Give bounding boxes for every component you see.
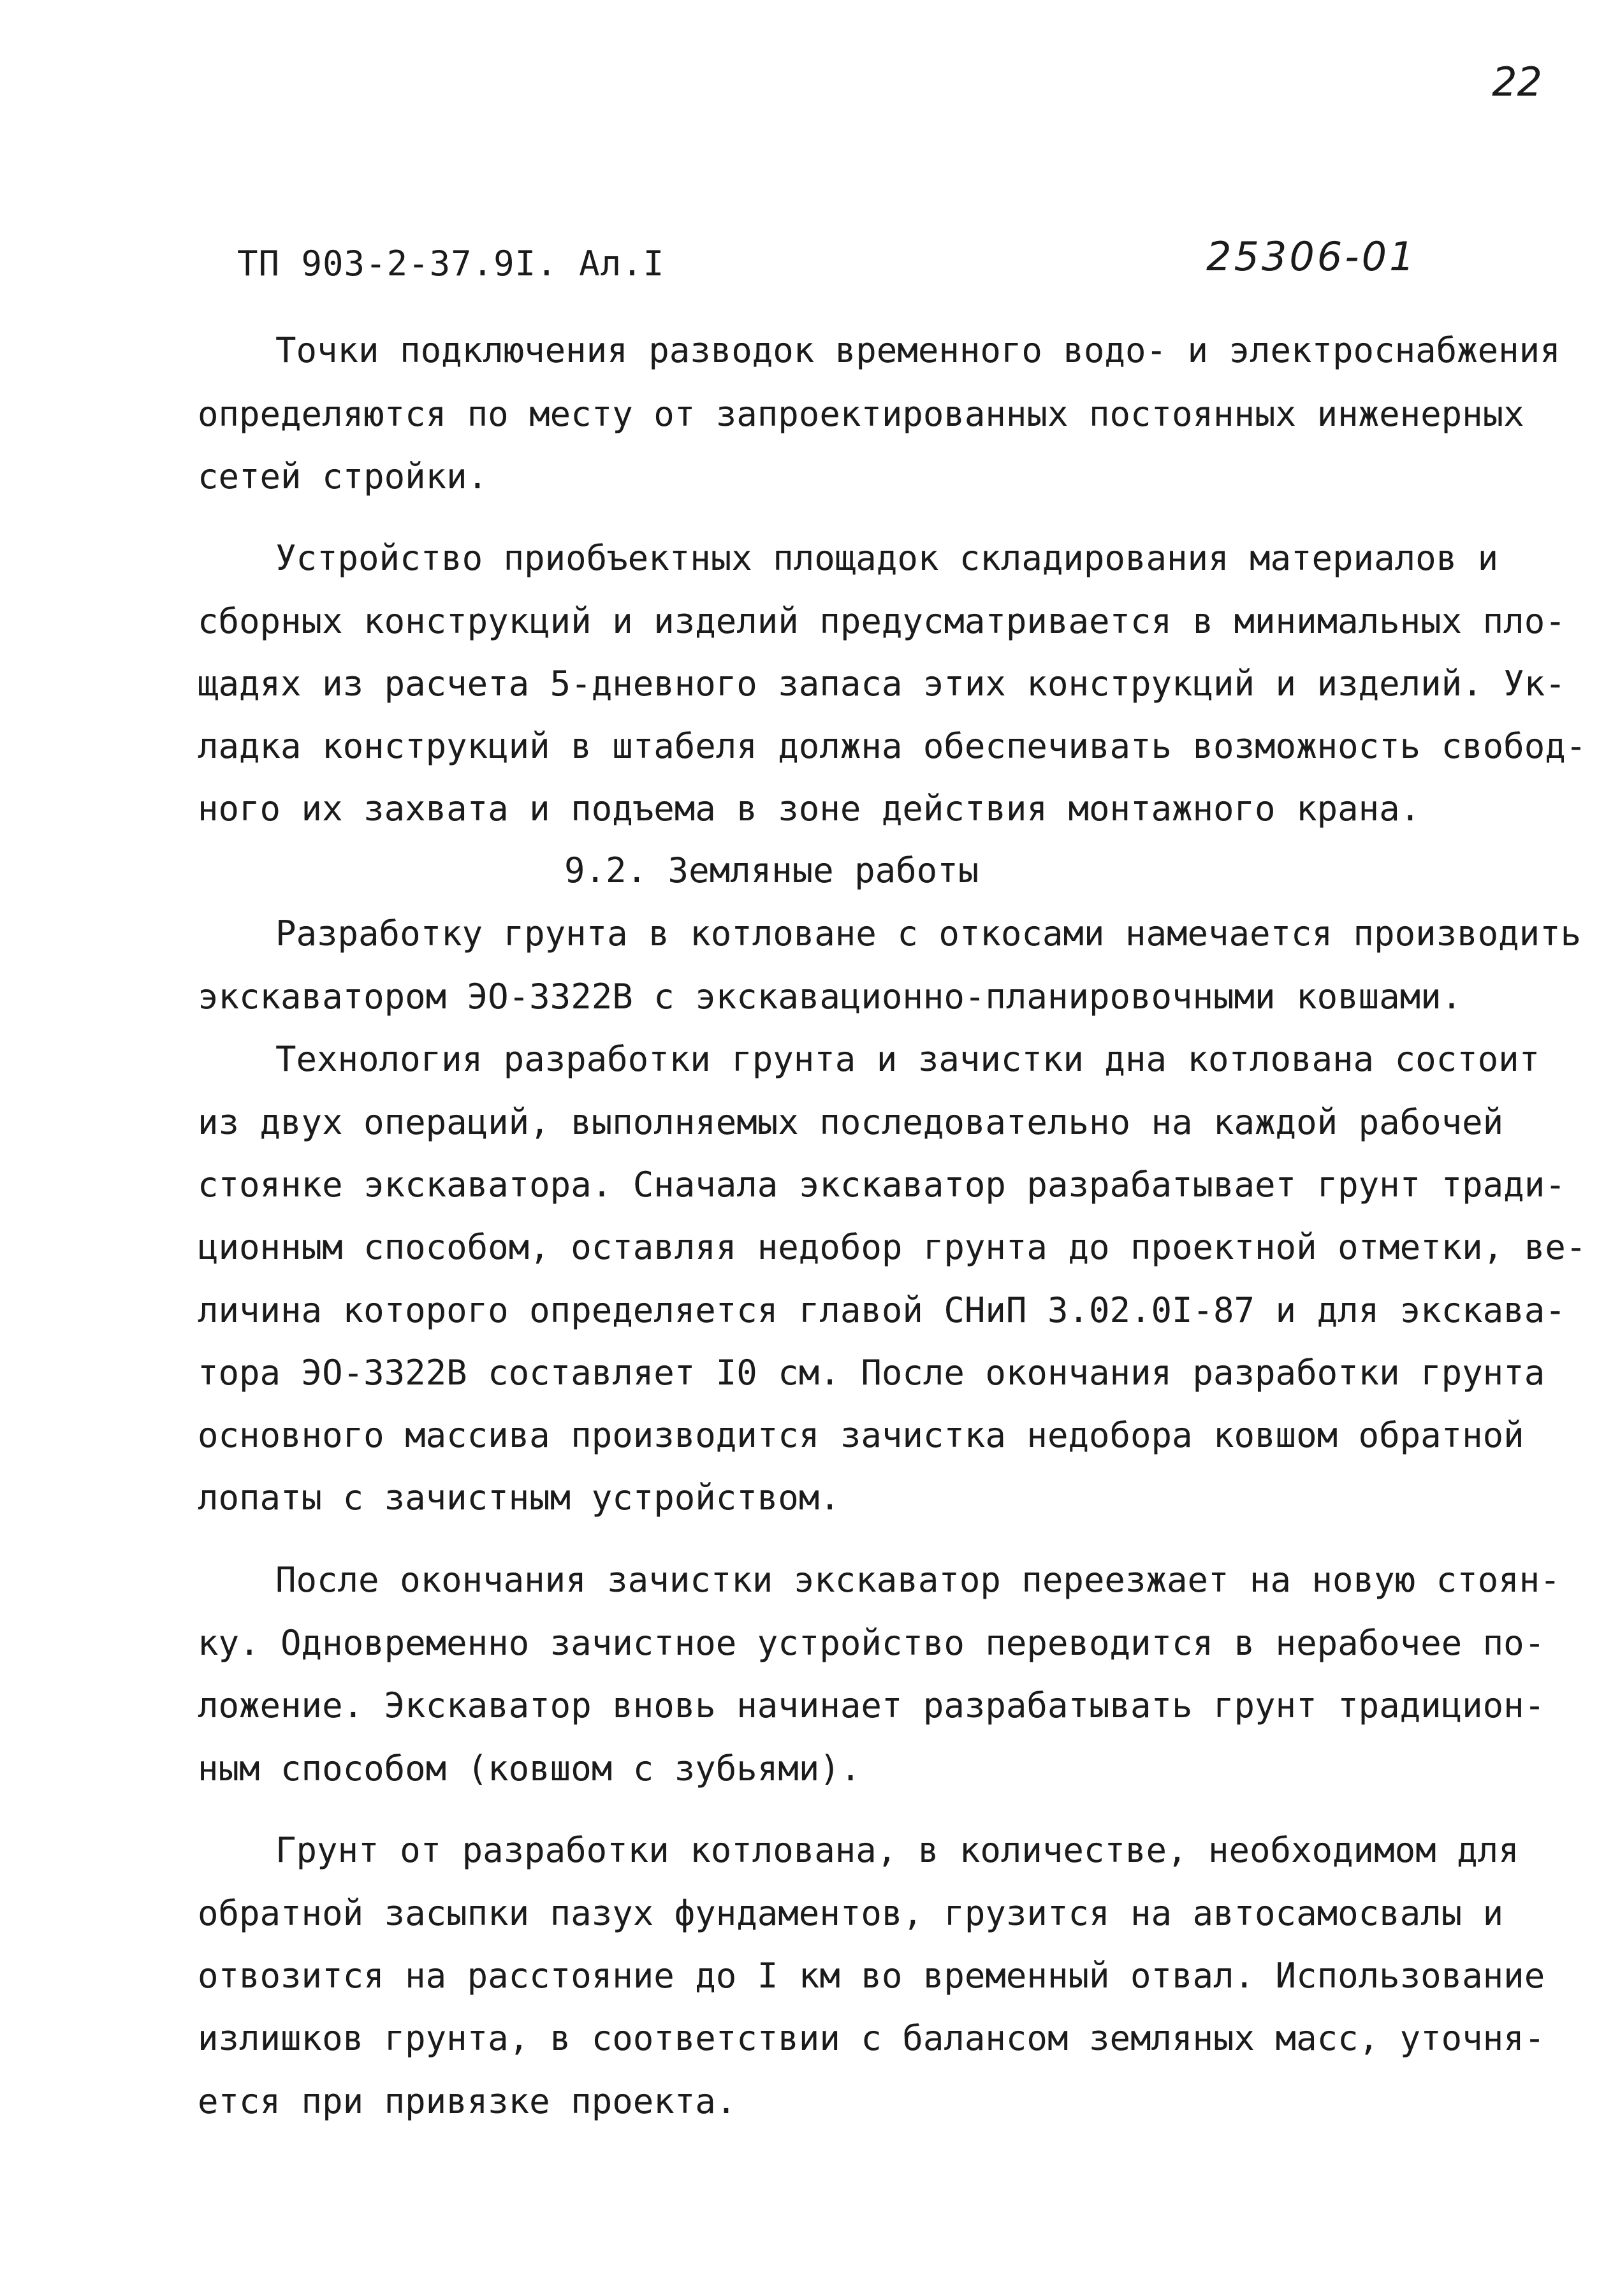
text-line: экскаватором ЭО-3322В с экскавационно-планировочными ковшами.	[198, 977, 1463, 1017]
text-line: сетей стройки.	[198, 456, 488, 497]
text-line: ку. Одновременно зачистное устройство переводится в нерабочее по-	[198, 1623, 1545, 1663]
text-line: ционным способом, оставляя недобор грунта до проектной отметки, ве-	[198, 1227, 1587, 1267]
text-line: лопаты с зачистным устройством.	[198, 1478, 840, 1518]
text-line: ным способом (ковшом с зубьями).	[198, 1748, 861, 1789]
text-line: стоянке экскаватора. Сначала экскаватор разрабатывает грунт тради-	[198, 1165, 1566, 1205]
text-line: Технология разработки грунта и зачистки дна котлована состоит	[275, 1039, 1540, 1079]
page-number: 22	[1492, 59, 1542, 105]
text-line: После окончания зачистки экскаватор переезжает на новую стоян-	[275, 1560, 1561, 1600]
document-number-handwritten: 25306-01	[1206, 233, 1417, 280]
text-line: сборных конструкций и изделий предусматривается в минимальных пло-	[198, 601, 1566, 641]
text-line: из двух операций, выполняемых последовательно на каждой рабочей	[198, 1102, 1504, 1142]
section-heading: 9.2. Земляные работы	[564, 850, 979, 890]
text-line: Грунт от разработки котлована, в количестве, необходимом для	[275, 1830, 1519, 1870]
text-line: отвозится на расстояние до I км во временный отвал. Использование	[198, 1956, 1545, 1996]
text-line: щадях из расчета 5-дневного запаса этих конструкций и изделий. Ук-	[198, 664, 1566, 704]
text-line: ется при привязке проекта.	[198, 2081, 737, 2121]
text-line: основного массива производится зачистка недобора ковшом обратной	[198, 1415, 1524, 1455]
text-line: Точки подключения разводок временного водо- и электроснабжения	[275, 330, 1561, 370]
text-line: обратной засыпки пазух фундаментов, грузится на автосамосвалы и	[198, 1893, 1504, 1933]
text-line: личина которого определяется главой СНиП 3.02.0I-87 и для экскава-	[198, 1290, 1566, 1330]
text-line: Разработку грунта в котловане с откосами намечается производить	[275, 913, 1582, 954]
text-line: излишков грунта, в соответствии с балансом земляных масс, уточня-	[198, 2018, 1545, 2058]
document-code: ТП 903-2-37.9I. Ал.I	[237, 243, 665, 284]
text-line: ного их захвата и подъема в зоне действия монтажного крана.	[198, 788, 1421, 829]
text-line: определяются по месту от запроектированных постоянных инженерных	[198, 394, 1524, 434]
text-line: ладка конструкций в штабеля должна обеспечивать возможность свобод-	[198, 726, 1587, 766]
text-line: ложение. Экскаватор вновь начинает разрабатывать грунт традицион-	[198, 1685, 1545, 1726]
text-line: тора ЭО-3322В составляет I0 см. После окончания разработки грунта	[198, 1353, 1545, 1393]
text-line: Устройство приобъектных площадок складирования материалов и	[275, 538, 1499, 578]
